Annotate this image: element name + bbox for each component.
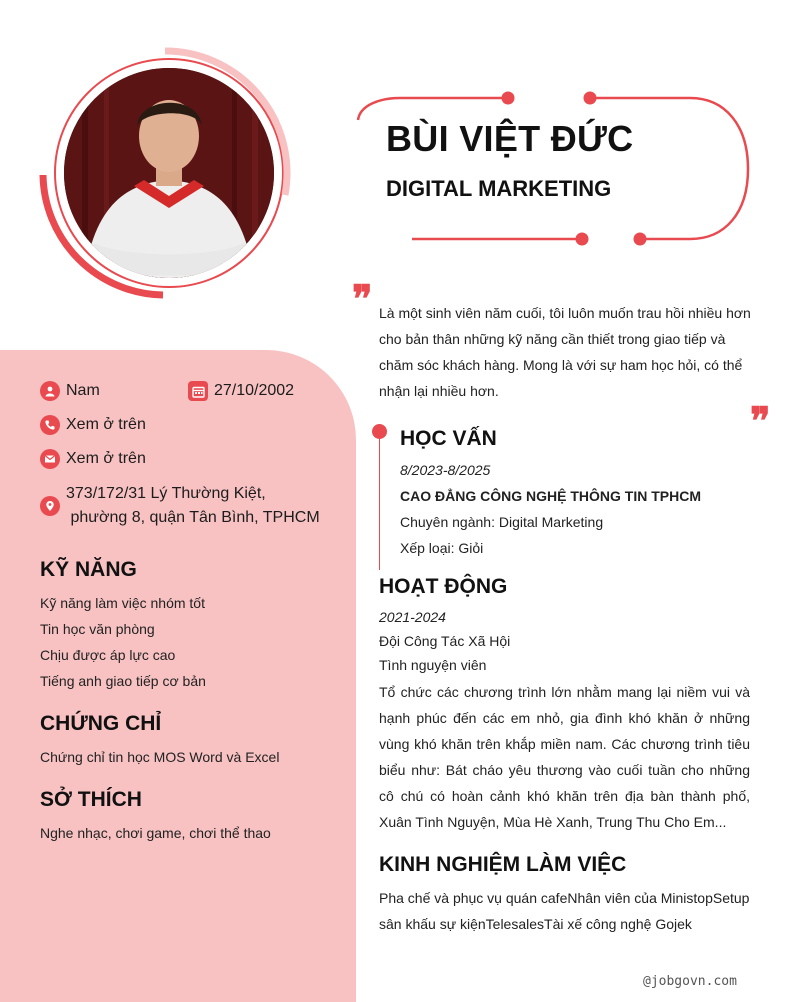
quote-open-icon: ❞: [352, 276, 373, 321]
education-major: Chuyên ngành: Digital Marketing: [400, 514, 604, 530]
hobbies-title: SỞ THÍCH: [40, 788, 142, 811]
address-line-2: phường 8, quận Tân Bình, TPHCM: [66, 509, 320, 526]
activities-entry: [379, 605, 750, 835]
intro-text: Là một sinh viên năm cuối, tôi luôn muốn trau hồi nhiều hơn cho bản thân những kỹ năng cần thiết trong giao tiếp và chăm sóc khách hàng. Mong là với sự ham học hỏi, có thể nhận lại nhiều hơn.: [379, 305, 751, 399]
list-item: Chịu được áp lực cao: [40, 647, 176, 663]
list-item: Nghe nhạc, chơi game, chơi thể thao: [40, 825, 271, 841]
address-value: [66, 482, 320, 530]
dob-value: 27/10/2002: [214, 382, 295, 399]
work-title: KINH NGHIỆM LÀM VIỆC: [379, 853, 627, 876]
education-grade: Xếp loại: Giỏi: [400, 540, 484, 556]
location-pin-icon: [40, 496, 60, 516]
quote-close-icon: ❞: [750, 398, 771, 443]
name-frame-decoration: [350, 85, 760, 255]
phone-info: [40, 415, 146, 435]
activities-position: Tình nguyện viên: [379, 657, 487, 673]
gender-value: Nam: [66, 382, 100, 399]
email-value: Xem ở trên: [66, 450, 146, 467]
hobbies-list: [40, 820, 271, 846]
activities-period: 2021-2024: [379, 609, 446, 625]
person-icon: [40, 381, 60, 401]
list-item: Chứng chỉ tin học MOS Word và Excel: [40, 749, 280, 765]
activities-org: Đội Công Tác Xã Hội: [379, 633, 511, 649]
certificates-list: [40, 744, 279, 770]
education-period: 8/2023-8/2025: [400, 462, 491, 478]
education-title: HỌC VẤN: [400, 427, 497, 450]
calendar-icon: [188, 381, 208, 401]
address-line-1: 373/172/31 Lý Thường Kiệt,: [66, 485, 266, 502]
profile-photo: [64, 68, 274, 278]
education-entry: [400, 457, 701, 561]
timeline-dot: [372, 424, 387, 439]
work-description: Pha chế và phục vụ quán cafeNhân viên của MinistopSetup sân khấu sự kiệnTelesalesTài xế công nghệ Gojek: [379, 890, 750, 932]
skills-title: KỸ NĂNG: [40, 558, 137, 581]
email-info: [40, 449, 146, 469]
candidate-role: DIGITAL MARKETING: [386, 176, 612, 201]
email-icon: [40, 449, 60, 469]
phone-icon: [40, 415, 60, 435]
skills-list: [40, 590, 206, 694]
list-item: Tiếng anh giao tiếp cơ bản: [40, 673, 206, 689]
phone-value: Xem ở trên: [66, 416, 146, 433]
candidate-name: BÙI VIỆT ĐỨC: [386, 118, 634, 159]
gender-info: [40, 381, 100, 401]
education-school: CAO ĐẲNG CÔNG NGHỆ THÔNG TIN TPHCM: [400, 488, 701, 504]
dob-info: [188, 381, 294, 401]
activities-title: HOẠT ĐỘNG: [379, 575, 508, 598]
certificates-title: CHỨNG CHỈ: [40, 712, 162, 735]
list-item: Kỹ năng làm việc nhóm tốt: [40, 595, 205, 611]
list-item: Tin học văn phòng: [40, 621, 155, 637]
address-info: [40, 482, 320, 530]
activities-description: Tổ chức các chương trình lớn nhằm mang lại niềm vui và hạnh phúc đến các em nhỏ, gia đình khó khăn ở những vùng khó khăn trên khắp miền nam. Các chương trình tiêu biểu như: Bát cháo yêu thương vào cuối tuần cho những cô chú có hoàn cảnh khó khăn trên địa bàn thành phố, Xuân Tình Nguyện, Mùa Hè Xanh, Trung Thu Cho Em...: [379, 684, 750, 830]
timeline-line: [379, 432, 380, 570]
watermark: @jobgovn.com: [643, 974, 737, 989]
